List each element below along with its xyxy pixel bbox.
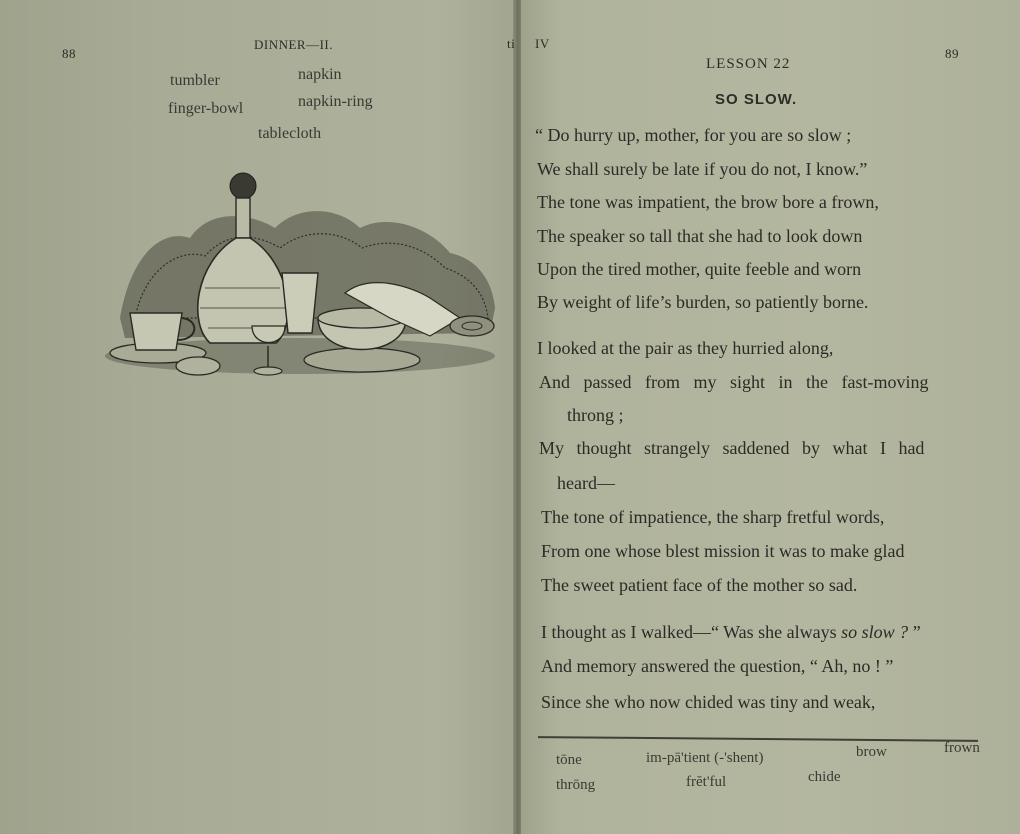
poem-line: Upon the tired mother, quite feeble and worn <box>537 259 862 279</box>
left-page-number: 88 <box>62 46 76 61</box>
corner-mark-left: ti <box>507 36 516 51</box>
running-head: DINNER—II. <box>254 37 334 52</box>
poem-title: SO SLOW. <box>715 91 798 108</box>
poem-line: From one whose blest mission it was to make glad <box>541 541 905 561</box>
footnote-throng: thrōng <box>556 777 596 793</box>
poem-line: We shall surely be late if you do not, I know.” <box>537 159 868 179</box>
table-setting-illustration <box>100 168 500 388</box>
poem-line: By weight of life’s burden, so patiently borne. <box>537 292 869 312</box>
poem-line: I looked at the pair as they hurried along, <box>537 338 834 358</box>
poem-line: And memory answered the question, “ Ah, no ! ” <box>541 656 894 676</box>
poem-line: “ Do hurry up, mother, for you are so slow ; <box>535 125 852 145</box>
vocab-napkin-ring: napkin-ring <box>298 93 373 110</box>
poem-line: The tone was impatient, the brow bore a frown, <box>537 192 879 212</box>
poem-line: The sweet patient face of the mother so sad. <box>541 575 858 595</box>
footnote-frown: frown <box>944 740 980 756</box>
vocab-tumbler: tumbler <box>170 72 220 89</box>
vocab-tablecloth: tablecloth <box>258 125 322 142</box>
vocab-napkin: napkin <box>298 66 342 83</box>
poem-line-emphasis: so slow ? <box>841 622 909 642</box>
poem-line-continued: heard— <box>557 473 615 493</box>
footnote-fretful: frĕt'ful <box>686 774 727 790</box>
poem-line-text: I thought as I walked—“ Was she always <box>541 622 842 642</box>
footnote-chide: chide <box>808 769 841 785</box>
right-page-number: 89 <box>945 46 959 61</box>
poem-line <box>541 622 921 643</box>
poem-line: And passed from my sight in the fast-moving <box>539 372 929 392</box>
vocab-finger-bowl: finger-bowl <box>168 100 244 117</box>
lesson-heading: LESSON 22 <box>706 56 791 72</box>
poem-line-quote: ” <box>908 622 921 642</box>
poem-line: The tone of impatience, the sharp fretful words, <box>541 507 885 527</box>
footnote-brow: brow <box>856 744 887 760</box>
footnote-impatient: im-pā'tient (-'shent) <box>646 750 764 766</box>
poem-line-continued: throng ; <box>567 405 624 425</box>
corner-mark-right: IV <box>535 36 550 51</box>
poem-line: The speaker so tall that she had to look down <box>537 226 863 246</box>
poem-line: Since she who now chided was tiny and weak, <box>541 692 876 712</box>
footnote-tone: tōne <box>556 752 582 768</box>
right-page <box>507 0 1020 834</box>
poem-line: My thought strangely saddened by what I had <box>539 438 925 458</box>
